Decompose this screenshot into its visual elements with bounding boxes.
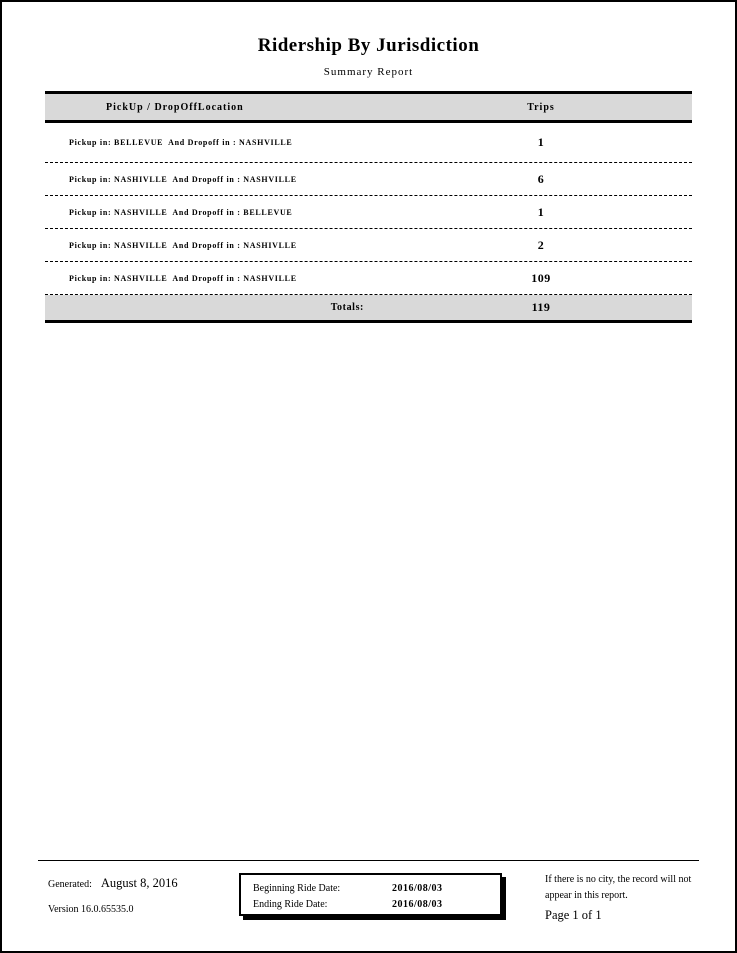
row-trips: 6 (537, 171, 545, 186)
ending-ride-date-value: 2016/08/03 (392, 898, 443, 910)
row-location: Pickup in: NASHVILLE And Dropoff in : NASHIVLLE (69, 240, 297, 250)
no-city-note-line2: appear in this report. (545, 889, 628, 901)
page-number: Page 1 of 1 (545, 908, 602, 922)
row-trips: 1 (537, 204, 545, 219)
beginning-ride-date-label: Beginning Ride Date: (253, 882, 341, 894)
table-header-row (45, 91, 692, 123)
table-row (45, 229, 692, 262)
generated-label: Generated: (48, 879, 92, 890)
totals-row (45, 295, 692, 323)
table-row (45, 262, 692, 295)
page-subtitle: Summary Report (323, 66, 414, 78)
row-trips: 109 (531, 270, 551, 285)
ride-date-box (239, 873, 502, 916)
no-city-note-line1: If there is no city, the record will not (545, 874, 692, 885)
ridership-table (45, 91, 692, 323)
beginning-ride-date-value: 2016/08/03 (392, 882, 443, 894)
row-location: Pickup in: NASHVILLE And Dropoff in : BELLEVUE (69, 207, 293, 217)
column-header-location: PickUp / DropOffLocation (106, 101, 244, 113)
ending-ride-date-label: Ending Ride Date: (253, 898, 328, 910)
page-title: Ridership By Jurisdiction (257, 35, 480, 56)
footer-divider (38, 860, 699, 861)
totals-label: Totals: (330, 302, 364, 313)
generated-date: August 8, 2016 (100, 876, 178, 890)
no-city-note (545, 872, 725, 903)
row-location: Pickup in: BELLEVUE And Dropoff in : NASHVILLE (69, 138, 293, 147)
ending-ride-date-row (253, 896, 500, 912)
version-text: Version 16.0.65535.0 (48, 904, 134, 915)
beginning-ride-date-row (253, 880, 500, 896)
generated-info (48, 874, 178, 892)
row-location: Pickup in: NASHVILLE And Dropoff in : NASHVILLE (69, 273, 297, 283)
totals-value: 119 (531, 300, 551, 314)
row-trips: 2 (537, 237, 545, 252)
table-row (45, 196, 692, 229)
row-location: Pickup in: NASHIVLLE And Dropoff in : NASHVILLE (69, 174, 297, 184)
table-row (45, 163, 692, 196)
table-row (45, 123, 692, 163)
column-header-trips: Trips (527, 101, 555, 113)
row-trips: 1 (537, 135, 545, 149)
